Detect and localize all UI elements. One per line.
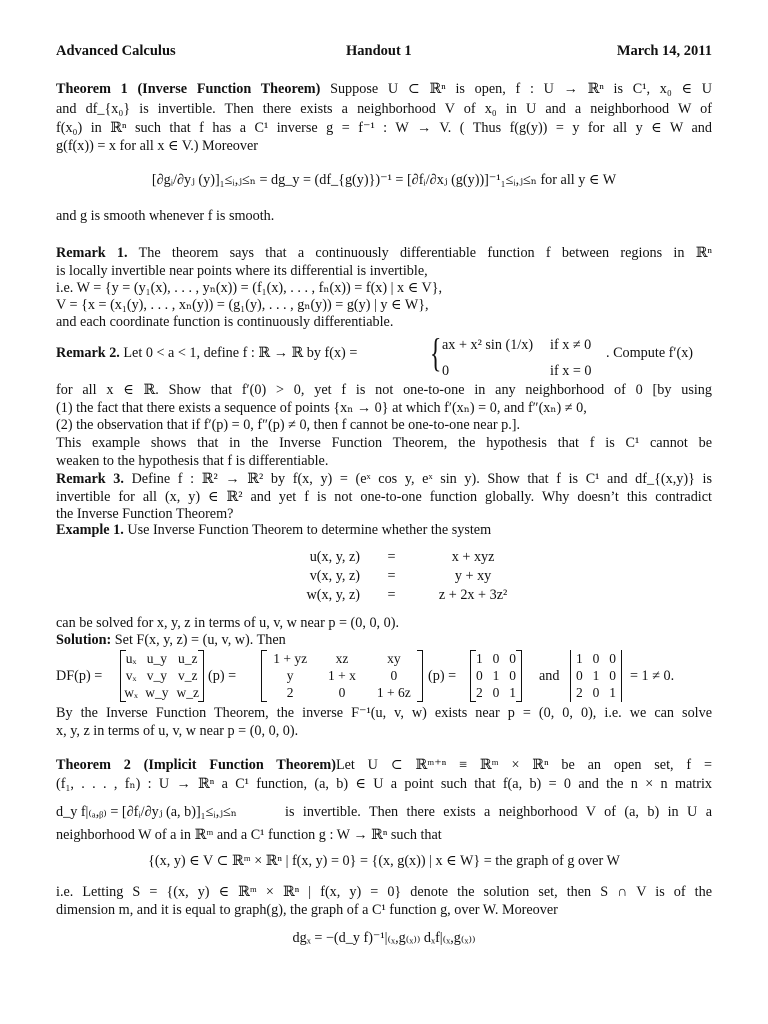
matrix-entry: 2 [475,685,483,701]
remark2-line-1: for all x ∈ ℝ. Show that f′(0) > 0, yet f is not one-to-one in any neighborhood of 0 [by using [56,382,712,398]
piecewise-case-1: ax + x² sin (1/x) if x ≠ 0 [442,337,592,353]
remark1-line-5: and each coordinate function is continuously differentiable. [56,314,394,330]
matrix-bracket-tick [471,701,476,702]
matrix-bracket-tick [471,650,476,651]
matrix-entry: vₓ [125,667,137,683]
solution-intro-line: Solution: Set F(x, y, z) = (u, v, w). Then [56,632,286,648]
matrix-entry: 1 [609,685,617,701]
matrix-entry: uₓ [125,650,137,666]
remark1-title: Remark 1. [56,245,128,261]
matrix-entry: xy [387,650,401,666]
matrix-entry: y [286,667,294,683]
theorem2-title: Theorem 2 (Implicit Function Theorem) [56,757,336,773]
remark2-compute: . Compute f′(x) [606,345,694,361]
matrix-entry: 1 [492,667,500,683]
theorem1-closing: and g is smooth whenever f is smooth. [56,208,275,224]
remark2-line-3: (2) the observation that if f′(p) = 0, f″(p) ≠ 0, then f cannot be one-to-one near p.]. [56,417,521,433]
matrix-entry: 0 [492,685,500,701]
matrix-bracket-tick [417,650,422,651]
matrix-bracket-tick [516,701,521,702]
matrix-entry: 0 [390,667,398,683]
remark3-line-2: invertible for all (x, y) ∈ ℝ² and yet f is not one-to-one function globally. Why doesn’t this contradict [56,489,712,505]
jacobian-at-p-matrix [470,650,522,702]
remark1-line-1: Remark 1. The theorem says that a continuously differentiable function f between regions in ℝⁿ [56,245,712,261]
matrix-entry: wₓ [124,685,138,701]
piecewise-brace: { [429,330,442,375]
system-row: v(x, y, z) = y + xy [309,568,492,584]
matrix-bracket-tick [121,650,126,651]
matrix-bracket-tick [198,650,203,651]
matrix-entry: 1 [475,650,483,666]
p-tag-2: (p) = [428,668,457,684]
theorem2-formula: {(x, y) ∈ V ⊂ ℝᵐ × ℝⁿ | f(x, y) = 0} = {(x, g(x)) | x ∈ W} = the graph of g over W [148,853,620,869]
remark2-title: Remark 2. [56,345,120,361]
matrix-entry: 2 [286,685,294,701]
remark3-line-1: Remark 3. Define f : ℝ² → ℝ² by f(x, y) = (eˣ cos y, eˣ sin y). Show that f is C¹ and df_{(x,y)} is [56,471,712,487]
jacobian-general-matrix [261,650,423,702]
theorem1-line-4: g(f(x)) = x for all x ∈ V.) Moreover [56,138,258,154]
piecewise-case-2: 0 if x = 0 [442,363,592,379]
theorem2-final-formula: dgₓ = −(d_y f)⁻¹|₍ₓ,g₍ₓ₎₎ dₓf|₍ₓ,g₍ₓ₎₎ [292,930,476,946]
matrix-grid [262,650,422,702]
matrix-entry: 1 [592,667,600,683]
remark2-line-4: This example shows that in the Inverse Function Theorem, the hypothesis that f is C¹ cannot be [56,435,712,451]
matrix-entry: v_y [146,667,168,683]
handout-date: March 14, 2011 [616,43,712,59]
matrix-entry: 1 [509,685,517,701]
matrix-entry: v_z [178,667,198,683]
matrix-entry: w_y [145,685,169,701]
theorem2-line-1: Theorem 2 (Implicit Function Theorem)Let U ⊂ ℝᵐ⁺ⁿ ≡ ℝᵐ × ℝⁿ be an open set, f = [56,757,712,773]
theorem2-line-6: dimension m, and it is equal to graph(g), the graph of a C¹ function g, over W. Moreover [56,902,558,918]
theorem1-line-1: Theorem 1 (Inverse Function Theorem) Suppose U ⊂ ℝⁿ is open, f : U → ℝⁿ is C¹, x₀ ∈ U [56,81,713,97]
and-word: and [539,668,560,684]
remark1-line-4: V = {x = (x₁(y), . . . , xₙ(y)) = (g₁(y), . . . , gₙ(y)) = g(y) | y ∈ W}, [56,297,429,313]
matrix-grid [121,650,203,702]
example1-title: Example 1. [56,522,124,538]
matrix-entry: u_z [178,650,198,666]
matrix-bracket-tick [198,701,203,702]
matrix-entry: 1 + x [328,667,356,683]
theorem1-formula: [∂gᵢ/∂yⱼ (y)]₁≤ᵢ,ⱼ≤ₙ = dg_y = (df_{g(y)})⁻¹ = [∂fᵢ/∂xⱼ (g(y))]⁻¹₁≤ᵢ,ⱼ≤ₙ for all y ∈ W [151,172,617,188]
matrix-entry: 1 + yz [273,650,308,666]
matrix-entry: 0 [338,685,346,701]
matrix-entry: 1 + 6z [376,685,411,701]
remark2-line-2: (1) the fact that there exists a sequence of points {xₙ → 0} at which f′(xₙ) = 0, and f″(xₙ) ≠ 0, [56,400,587,416]
theorem2-line-5: i.e. Letting S = {(x, y) ∈ ℝᵐ × ℝⁿ | f(x, y) = 0} denote the solution set, then S ∩ V is of the [56,884,712,900]
theorem2-line-3: is invertible. Then there exists a neighborhood V of (a, b) in U a [285,804,712,820]
matrix-entry: 0 [575,667,583,683]
remark3-line-3: the Inverse Function Theorem? [56,506,234,522]
matrix-bracket-tick [121,701,126,702]
matrix-entry: 0 [509,650,517,666]
course-title: Advanced Calculus [56,43,176,59]
matrix-entry: xz [335,650,349,666]
matrix-entry: 0 [592,650,600,666]
jacobian-symbolic-matrix [120,650,204,702]
matrix-entry: 0 [475,667,483,683]
matrix-bracket-tick [262,701,267,702]
theorem2-line-2: (f₁, . . . , fₙ) : U → ℝⁿ a C¹ function, (a, b) ∈ U a point such that f(a, b) = 0 and the n × n matrix [56,776,712,792]
example1-intro-line: Example 1. Use Inverse Function Theorem to determine whether the system [56,522,492,538]
matrix-entry: 0 [609,667,617,683]
matrix-entry: 1 [575,650,583,666]
theorem2-line-4: neighborhood W of a in ℝᵐ and a C¹ function g : W → ℝⁿ such that [56,827,442,843]
remark3-title: Remark 3. [56,471,124,487]
matrix-bracket-tick [516,650,521,651]
p-tag-1: (p) = [208,668,237,684]
handout-number: Handout 1 [346,43,412,59]
matrix-grid [571,650,621,702]
theorem1-title: Theorem 1 (Inverse Function Theorem) [56,81,321,97]
matrix-entry: 0 [592,685,600,701]
df-label: DF(p) = [56,668,103,684]
remark2-line-5: weaken to the hypothesis that f is differentiable. [56,453,329,469]
matrix-entry: 2 [575,685,583,701]
determinant-matrix [570,650,622,702]
theorem1-line-3: f(x₀) in ℝⁿ such that f has a C¹ inverse g = f⁻¹ : W → V. ( Thus f(g(y)) = y for all y ∈ W and [56,120,712,136]
example1-conclusion-1: By the Inverse Function Theorem, the inverse F⁻¹(u, v, w) exists near p = (0, 0, 0), i.e. we can solve [56,705,712,721]
remark1-line-2: is locally invertible near points where its differential is invertible, [56,263,428,279]
matrix-entry: u_y [146,650,168,666]
determinant-result: = 1 ≠ 0. [630,668,675,684]
matrix-entry: 0 [609,650,617,666]
example1-conclusion-2: x, y, z in terms of u, v, w near p = (0, 0, 0). [56,723,299,739]
matrix-entry: w_z [176,685,200,701]
matrix-bracket-tick [262,650,267,651]
theorem1-line-2: and df_{x₀} is invertible. Then there exists a neighborhood V of x₀ in U and a neighborhood W of [56,101,712,117]
remark2-intro-line: Remark 2. Let 0 < a < 1, define f : ℝ → ℝ by f(x) = [56,345,358,361]
matrix-entry: 0 [509,667,517,683]
matrix-bracket-tick [417,701,422,702]
matrix-grid [471,650,521,702]
matrix-entry: 0 [492,650,500,666]
example1-after-system: can be solved for x, y, z in terms of u, v, w near p = (0, 0, 0). [56,615,400,631]
system-row: w(x, y, z) = z + 2x + 3z² [306,587,508,603]
remark1-line-3: i.e. W = {y = (y₁(x), . . . , yₙ(x)) = (f₁(x), . . . , fₙ(x)) = f(x) | x ∈ V}, [56,280,443,296]
solution-title: Solution: [56,632,112,648]
system-row: u(x, y, z) = x + xyz [309,549,495,565]
theorem2-matrix-expr: d_y f|₍ₐ,ᵦ₎ = [∂fᵢ/∂yⱼ (a, b)]₁≤ᵢ,ⱼ≤ₙ [56,804,237,820]
